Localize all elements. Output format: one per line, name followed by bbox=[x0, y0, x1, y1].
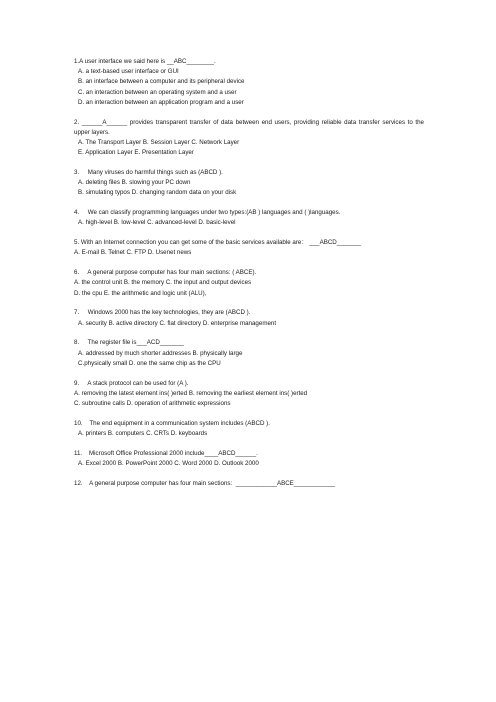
question-11 bbox=[74, 449, 424, 469]
option-line: D. the cpu E. the arithmetic and logic unit (ALU), bbox=[74, 289, 207, 297]
option-line: E. Application Layer E. Presentation Layer bbox=[78, 149, 194, 157]
question-text: 7. Windows 2000 has the key technologies, they are (ABCD ). bbox=[74, 309, 251, 317]
question-text: 3. Many viruses do harmful things such as (ABCD ). bbox=[74, 169, 223, 177]
question-text: 1.A user interface we said here is __ABC________. bbox=[74, 58, 216, 65]
question-text: 9. A stack protocol can be used for (A ). bbox=[74, 379, 189, 387]
question-text: 11. Microsoft Office Professional 2000 include____ABCD______. bbox=[74, 449, 258, 457]
question-1 bbox=[74, 57, 424, 108]
option-line: A. security B. active directory C. flat directory D. enterprise management bbox=[78, 319, 277, 327]
option-line: A. E-mail B. Telnet C. FTP D. Usenet news bbox=[74, 249, 192, 257]
question-text: 2. ______A______ provides transparent transfer of data between end users, providing reliable data transfer services to the upper layers. bbox=[74, 118, 424, 136]
option-line: A. addressed by much shorter addresses B. physically large bbox=[78, 349, 243, 357]
question-3 bbox=[74, 168, 424, 199]
question-12 bbox=[74, 479, 424, 489]
option-line: A. removing the latest element ins( )erted B. removing the earliest element ins( )erted bbox=[74, 389, 308, 397]
question-2 bbox=[74, 118, 424, 159]
option-line: A. The Transport Layer B. Session Layer C. Network Layer bbox=[78, 139, 240, 147]
question-text: 8. The register file is___ACD_______ bbox=[74, 339, 184, 347]
option-line: A. the control unit B. the memory C. the input and output devices bbox=[74, 279, 252, 287]
question-text: 5. With an Internet connection you can get some of the basic services available are： ___ABCD_______ bbox=[74, 239, 361, 247]
option-line: A. a text-based user interface or GUI bbox=[78, 68, 179, 76]
question-9 bbox=[74, 379, 424, 410]
option-line: D. an interaction between an application program and a user bbox=[78, 98, 244, 106]
option-line: B. simulating typos D. changing random data on your disk bbox=[78, 189, 237, 197]
option-line: C.physically small D. one the same chip as the CPU bbox=[78, 359, 221, 367]
question-text: 12. A general purpose computer has four main sections: ____________ABCE____________ bbox=[74, 479, 336, 487]
question-text: 4. We can classify programming languages under two types:(AB ) languages and ( )languages. bbox=[74, 209, 341, 217]
option-line: A. deleting files B. slowing your PC down bbox=[78, 179, 191, 187]
question-6 bbox=[74, 268, 424, 299]
document-page bbox=[74, 57, 424, 489]
option-line: A. Excel 2000 B. PowerPoint 2000 C. Word 2000 D. Outlook 2000 bbox=[78, 460, 259, 468]
question-7 bbox=[74, 308, 424, 328]
question-10 bbox=[74, 419, 424, 439]
question-text: 6. A general purpose computer has four main sections: ( ABCE). bbox=[74, 269, 257, 277]
question-text: 10. The end equipment in a communication system includes (ABCD ). bbox=[74, 419, 270, 427]
option-line: C. an interaction between an operating system and a user bbox=[78, 88, 237, 96]
option-line: C. subroutine calls D. operation of arithmetic expressions bbox=[74, 400, 231, 408]
question-4 bbox=[74, 208, 424, 228]
option-line: B. an interface between a computer and its peripheral device bbox=[78, 78, 245, 86]
question-5 bbox=[74, 238, 424, 258]
question-8 bbox=[74, 338, 424, 369]
option-line: A. printers B. computers C. CRTs D. keyboards bbox=[78, 430, 208, 438]
option-line: A. high-level B. low-level C. advanced-level D. basic-level bbox=[78, 219, 236, 227]
